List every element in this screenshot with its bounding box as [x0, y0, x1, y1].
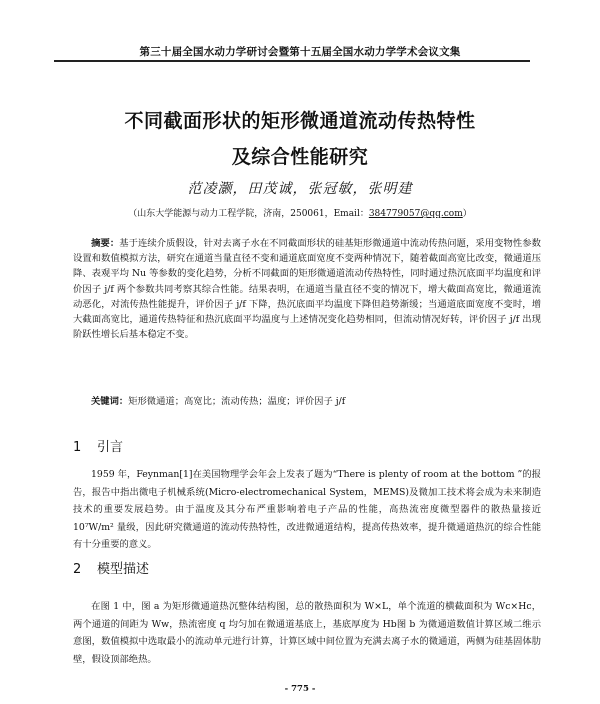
- email-link[interactable]: 384779057@qq.com: [368, 209, 463, 219]
- section-title: 模型描述: [97, 562, 150, 577]
- paper-title-line-2: 及综合性能研究: [231, 146, 369, 168]
- model-paragraph: [73, 598, 541, 668]
- affiliation-close: ）: [462, 209, 472, 219]
- section-title: 引言: [97, 440, 124, 455]
- section-heading-introduction: [73, 436, 123, 455]
- paper-title-line-1: 不同截面形状的矩形微通道流动传热特性: [124, 110, 476, 132]
- section-number: 2: [73, 562, 82, 577]
- introduction-paragraph: [73, 466, 541, 554]
- running-header: 第三十届全国水动力学研讨会暨第十五届全国水动力学学术会议文集: [139, 46, 461, 58]
- paragraph-text: 在图 1 中，图 a 为矩形微通道热沉整体结构图，总的散热面积为 W×L，单个流道的横截面积为 Wc×Hc，两个通道的间距为 Ww，热流密度 q 均匀加在微通道基底上，基底厚度为 Hb图 b 为微通道数值计算区域二维示意图，数值模拟中选取最小的流动单元进行计算，计算区域中间位置为充满去离子水的微通道，两侧为硅基固体肋壁，假设顶部绝热。: [73, 601, 541, 665]
- section-heading-model: [73, 558, 149, 577]
- abstract-text: 基于连续介质假设，针对去离子水在不同截面形状的硅基矩形微通道中流动传热问题，采用变物性参数设置和数值模拟方法，研究在通道当量直径不变和通道底面宽度不变两种情况下，随着截面高宽比改变，微通道压降、表观平均 Nu 等参数的变化趋势，分析不同截面的矩形微通道流动传热特性，同时通过热沉底面平均温度和评价因子 j/f 两个参数共同考察其综合性能。结果表明，在通道当量直径不变的情况下，增大截面高宽比，微通道流动恶化，对流传热性能提升，评价因子 j/f 下降，热沉底面平均温度下降但趋势渐缓；当通道底面宽度不变时，增大截面高宽比，通道传热特征和热沉底面平均温度与上述情况变化趋势相同，但流动情况好转，评价因子 j/f 出现阶跃性增长后基本稳定不变。: [73, 238, 541, 341]
- keywords: [91, 393, 541, 407]
- keywords-text: 矩形微通道；高宽比；流动传热；温度；评价因子 j/f: [128, 396, 346, 407]
- keywords-label: 关键词：: [91, 396, 129, 407]
- page-number: - 775 -: [284, 684, 316, 694]
- affiliation: [0, 206, 600, 219]
- header-rule: [54, 60, 530, 62]
- abstract: [73, 236, 541, 342]
- section-number: 1: [73, 440, 82, 455]
- authors: 范凌灏，田茂诚，张冠敏，张明建: [187, 181, 413, 197]
- abstract-label: 摘要：: [91, 238, 120, 249]
- paragraph-text: 1959 年，Feynman[1]在美国物理学会年会上发表了题为“There is plenty of room at the bottom ”的报告，报告中指出微电子机械系统(Micro-electromechanical System，MEMS)及微加工技术将会成为未来制造技术的重要发展趋势。由于温度及其分布严重影响着电子产品的性能，高热流密度微型器件的散热量接近 10⁷W/m² 量级，因此研究微通道的流动传热特性，改进微通道结构，提高传热效率，提升微通道热沉的综合性能有十分重要的意义。: [73, 469, 541, 550]
- affiliation-text: （山东大学能源与动力工程学院，济南，250061，Email：: [128, 209, 369, 219]
